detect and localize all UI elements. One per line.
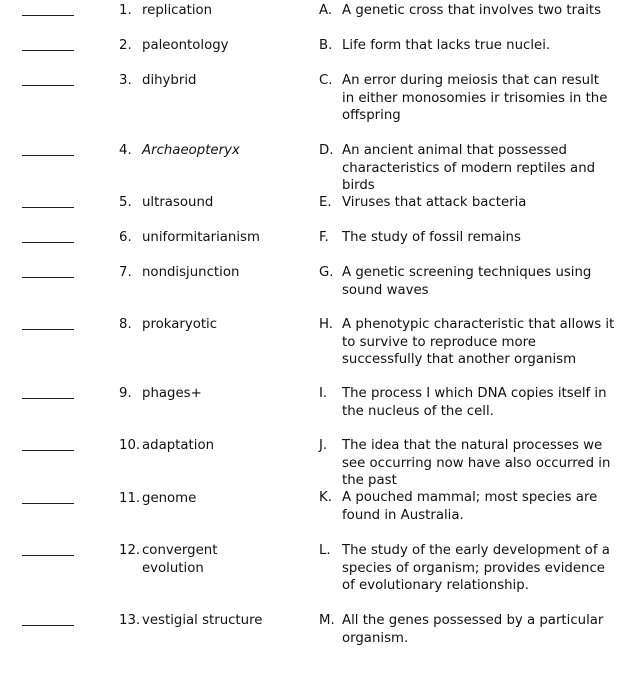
definition-K: [319, 489, 615, 524]
term-6: [119, 229, 304, 247]
definition-text: Life form that lacks true nuclei.: [342, 38, 551, 53]
definition-D: [319, 142, 615, 195]
definition-letter: G.: [319, 265, 334, 280]
definition-letter: A.: [319, 3, 333, 18]
term-number: 2.: [119, 38, 132, 53]
term-number: 1.: [119, 3, 132, 18]
answer-blank-11[interactable]: [22, 503, 74, 504]
definition-L: [319, 542, 615, 595]
term-number: 3.: [119, 73, 132, 88]
definition-text: A phenotypic characteristic that allows it to survive to reproduce more successfully that another organism: [342, 317, 615, 367]
definition-C: [319, 72, 615, 125]
term-text: Archaeopteryx: [142, 143, 240, 158]
definition-text: An ancient animal that possessed characteristics of modern reptiles and birds: [342, 143, 596, 193]
definition-letter: C.: [319, 73, 333, 88]
definition-G: [319, 264, 615, 299]
definition-text: A genetic cross that involves two traits: [342, 3, 602, 18]
term-number: 7.: [119, 265, 132, 280]
term-text: replication: [142, 3, 213, 18]
term-number: 6.: [119, 230, 132, 245]
term-8: [119, 316, 304, 334]
term-number: 11.: [119, 491, 141, 506]
term-text: genome: [142, 491, 197, 506]
term-4: [119, 142, 304, 160]
answer-blank-12[interactable]: [22, 555, 74, 556]
term-text: dihybrid: [142, 73, 197, 88]
answer-blank-9[interactable]: [22, 398, 74, 399]
definition-letter: L.: [319, 543, 331, 558]
term-number: 9.: [119, 386, 132, 401]
term-number: 5.: [119, 195, 132, 210]
term-number: 13.: [119, 613, 141, 628]
definition-J: [319, 437, 615, 490]
definition-text: All the genes possessed by a particular organism.: [342, 613, 604, 646]
answer-blank-4[interactable]: [22, 155, 74, 156]
definition-F: [319, 229, 615, 247]
term-number: 10.: [119, 438, 141, 453]
definition-letter: F.: [319, 230, 329, 245]
term-1: [119, 2, 304, 20]
term-text: adaptation: [142, 438, 215, 453]
term-5: [119, 194, 304, 212]
term-2: [119, 37, 304, 55]
definition-M: [319, 612, 615, 647]
answer-blank-1[interactable]: [22, 15, 74, 16]
definition-letter: D.: [319, 143, 334, 158]
term-text: uniformitarianism: [142, 230, 260, 245]
answer-blank-5[interactable]: [22, 207, 74, 208]
definition-A: [319, 2, 615, 20]
definition-H: [319, 316, 615, 369]
answer-blank-3[interactable]: [22, 85, 74, 86]
definition-E: [319, 194, 615, 212]
definition-letter: M.: [319, 613, 335, 628]
term-12: [119, 542, 304, 577]
definition-letter: I.: [319, 386, 328, 401]
answer-blank-13[interactable]: [22, 625, 74, 626]
term-number: 8.: [119, 317, 132, 332]
term-13: [119, 612, 304, 630]
definition-text: The idea that the natural processes we see occurring now have also occurred in the past: [342, 438, 611, 488]
term-10: [119, 437, 304, 455]
definition-text: A genetic screening techniques using sound waves: [342, 265, 592, 298]
term-9: [119, 385, 304, 403]
term-11: [119, 490, 304, 508]
definition-text: The process I which DNA copies itself in the nucleus of the cell.: [342, 386, 607, 419]
term-text: prokaryotic: [142, 317, 218, 332]
term-number: 12.: [119, 543, 141, 558]
term-text: vestigial structure: [142, 613, 263, 628]
term-text: paleontology: [142, 38, 229, 53]
definition-letter: J.: [319, 438, 328, 453]
definition-B: [319, 37, 615, 55]
term-text: ultrasound: [142, 195, 214, 210]
definition-letter: K.: [319, 490, 332, 505]
term-3: [119, 72, 304, 90]
definition-letter: H.: [319, 317, 333, 332]
term-text: nondisjunction: [142, 265, 240, 280]
answer-blank-10[interactable]: [22, 450, 74, 451]
definition-I: [319, 385, 615, 420]
term-number: 4.: [119, 143, 132, 158]
answer-blank-8[interactable]: [22, 329, 74, 330]
definition-letter: E.: [319, 195, 332, 210]
definition-text: An error during meiosis that can result in either monosomies ir trisomies in the offspring: [342, 73, 608, 123]
term-7: [119, 264, 304, 282]
definition-letter: B.: [319, 38, 333, 53]
definition-text: A pouched mammal; most species are found in Australia.: [342, 490, 598, 523]
definition-text: The study of fossil remains: [342, 230, 521, 245]
answer-blank-7[interactable]: [22, 277, 74, 278]
term-text: convergent evolution: [142, 543, 218, 576]
definition-text: Viruses that attack bacteria: [342, 195, 527, 210]
answer-blank-2[interactable]: [22, 50, 74, 51]
term-text: phages+: [142, 386, 202, 401]
definition-text: The study of the early development of a species of organism; provides evidence of evolutionary relationship.: [342, 543, 610, 593]
answer-blank-6[interactable]: [22, 242, 74, 243]
